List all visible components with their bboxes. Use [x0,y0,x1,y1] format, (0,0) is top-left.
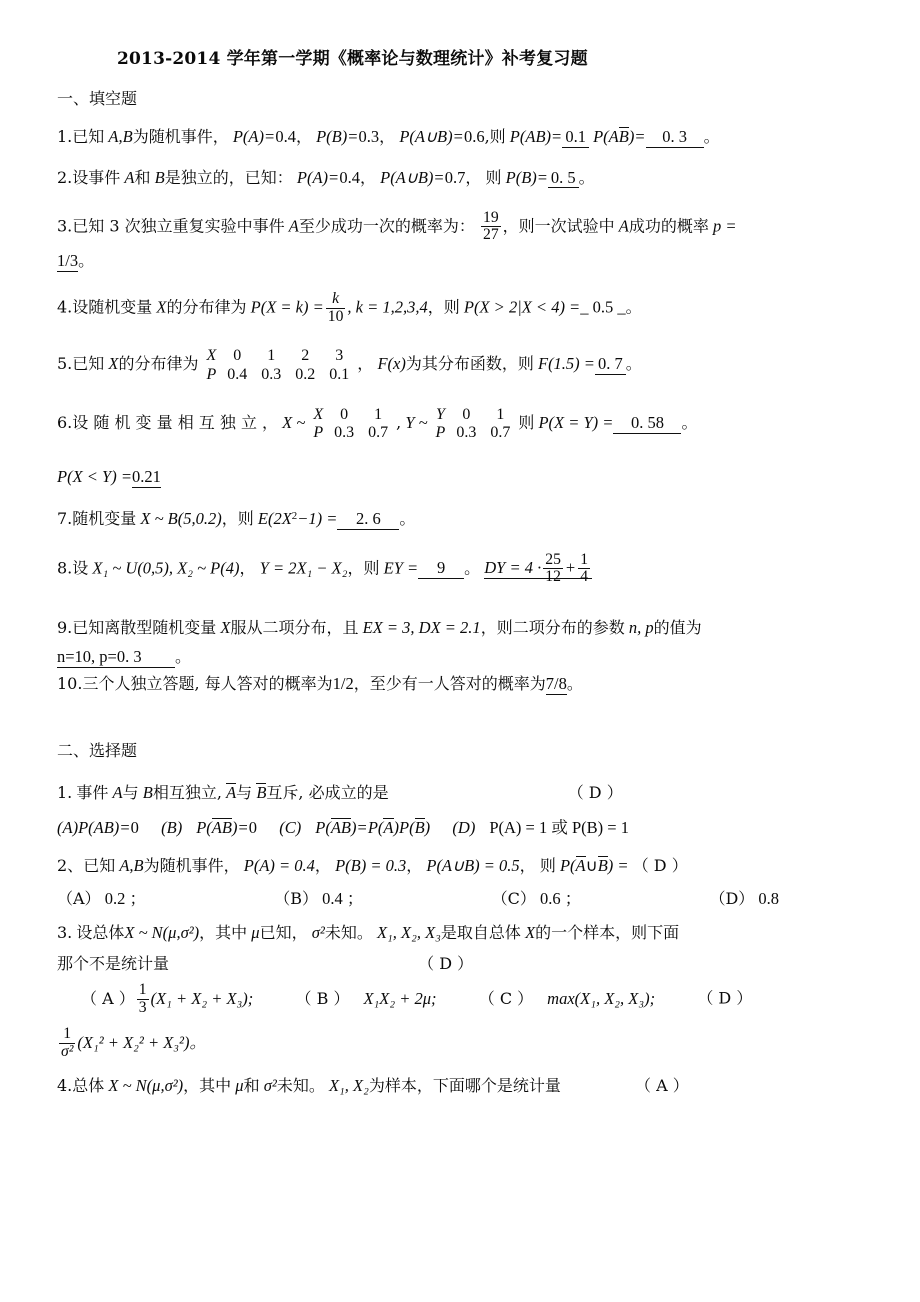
mc3-option-d-tag: （ D ） [697,988,753,1008]
q5-x-0: 0 [233,347,242,365]
mc1-bar-b: B [256,783,267,803]
q6-period: 。 [681,413,698,433]
q4-text2: 的分布律为 [166,297,247,317]
mc1-option-d[interactable] [452,818,629,837]
q8-text1: 设 [72,558,89,578]
mc4-stem-4: 未知。 [276,1076,325,1096]
q8-dy-fraction-2 [578,552,590,586]
q10-period: 。 [566,673,583,693]
question-fill-5 [57,347,863,384]
question-fill-8 [57,552,863,586]
question-fill-2: 2.设事件 A和 B是独立的，已知： P(A)=0.4， P(A∪B)=0.7， 则 P(B)= 0. 5 。 [57,167,595,187]
q3-text3: ，则一次试验中 [502,216,615,236]
q1-connector: 则 [489,127,506,146]
mc3-stem-d: 未知。 [324,923,373,943]
q1-number: 1. [57,127,73,146]
q10-answer[interactable]: 7/8 [545,673,567,693]
q5-fx: F(x) [377,354,406,374]
mc2-option-a-tag: （A） [57,888,101,908]
q4-number: 4. [57,297,73,317]
q6-x-val-1: 1 [374,406,383,424]
q7-answer[interactable]: 2. 6 [337,511,399,530]
table-row [200,366,357,384]
table-row [200,347,357,365]
q1-lead: 已知 [72,127,105,146]
q6-ask: P(X = Y) = [538,413,614,433]
q10-text1: 三个人独立答题, 每人答对的概率为 [82,673,333,693]
q5-p-0: 0.4 [227,365,248,383]
q2-text2: 和 [134,167,151,187]
mc3-stem-b: ，其中 [199,923,248,943]
q9-answer[interactable]: n=10, p=0. 3 [57,649,175,668]
mc3-stem-a: 设总体 [76,923,125,943]
mc4-stem-1: 总体 [72,1076,105,1096]
q4-frac-den: 10 [327,307,344,325]
q1-vars: A,B [108,127,133,146]
mc3-option-d-body: (X₁² + X₂² + X₃²)。 [77,1032,206,1052]
q9-text3: ，则二项分布的参数 [480,617,625,637]
q5-var-x: X [108,354,119,374]
question-choice-3 [57,925,863,1060]
q2-text1: 设事件 [72,167,121,187]
q5-p-3: 0.1 [329,365,350,383]
mc4-stem-2: ，其中 [183,1076,232,1096]
mc2-stem-1: 已知 [83,856,116,876]
mc4-samples: X₁, X₂ [328,1076,369,1096]
q3-text2: 至少成功一次的概率为： [298,216,475,236]
mc4-mu: μ [235,1076,244,1096]
q7-number: 7. [57,509,73,529]
q8-dy-frac2-den: 4 [580,568,589,586]
q8-dy-fraction-1 [543,552,563,586]
question-fill-1: 1.已知 A,B为随机事件， P(A)=0.4， P(B)=0.3， P(A∪B)=0.6,则 P(AB)= 0.1 P(AB)= 0. 3 。 [57,127,720,146]
q6-x-row-label: X [313,406,324,424]
mc2-answer: （ D ） [632,856,688,876]
mc1-stem-1: 事件 [76,783,109,803]
q1-ask2-suffix: ) [628,127,635,146]
mc3-sigma2: σ² [311,923,325,943]
q3-text1: 已知 3 次独立重复实验中事件 [72,216,285,236]
mc2-option-d[interactable] [709,889,779,908]
q9-var-x: X [220,617,231,637]
mc3-option-c-body: max(X₁, X₂, X₃); [547,988,656,1008]
mc2-ask-bar-a: A [575,856,586,876]
q3-frac-num: 19 [482,209,499,226]
q4-ask: P(X > 2|X < 4) = [463,297,581,317]
q1-given1-lhs: P(A) [232,127,264,146]
q4-period: 。 [625,297,642,317]
mc3-answer: （ D ） [418,953,474,973]
mc2-number: 2、 [57,856,84,876]
q8-text2: ，则 [347,558,380,578]
mc3-option-b-tag: （ B ） [295,988,350,1008]
q1-given2-val: 0.3 [358,127,380,146]
mc2-option-b-text: 0.4 ； [322,888,364,908]
mc2-ask-bar-b: B [597,856,608,876]
q8-dy-frac1-num: 25 [545,550,561,568]
q1-answer-2[interactable]: 0. 3 [646,129,704,148]
mc3-samples: X₁, X₂, X₃ [376,923,441,943]
q1-given3-lhs: P(A∪B) [399,127,453,146]
q5-row-label-x: X [206,347,217,365]
q6-y-p-1: 0.7 [490,424,511,442]
q2-number: 2. [57,167,73,187]
table-row [429,424,518,442]
q1-answer-1[interactable]: 0.1 [562,129,589,148]
question-fill-3 [57,210,863,269]
mc1-var-b: B [142,783,153,803]
q6-y-row-label: Y [435,406,445,424]
q6-y-prow-label: P [435,424,446,442]
q9-period: 。 [175,647,192,667]
document-body [57,44,863,1117]
q7-dist: X ~ B(5,0.2) [140,509,222,529]
q6-y-p-0: 0.3 [456,424,477,442]
mc2-option-b[interactable] [274,889,363,908]
q4-answer[interactable]: _ 0.5 _ [580,297,626,317]
mc4-stem-3: 和 [243,1076,260,1096]
q1-text-after: 为随机事件， [132,127,229,146]
mc4-dist: X ~ N(μ,σ²) [108,1076,184,1096]
q9-text4: 的值为 [653,617,702,637]
mc1-option-b-tag: (B) [161,817,183,837]
q2-connector: 则 [485,167,502,187]
q1-given1-val: 0.4 [275,127,296,146]
q5-x-1: 1 [267,347,276,365]
q6-distribution-table-x [306,406,395,443]
q1-given2-lhs: P(B) [316,127,348,146]
q6-comma: , [396,413,402,433]
q1-ask2-prefix: P(A [593,127,619,146]
mc2-option-d-text: 0.8 [758,888,780,908]
q7-ask-prefix: E(2X [257,509,292,529]
mc2-option-c-text: 0.6 ； [539,888,582,908]
q5-answer[interactable]: 0. 7 [595,356,626,375]
question-choice-1 [57,783,863,836]
q2-given2-val: 0.7 [444,167,466,187]
mc1-var-a: A [112,783,123,803]
q9-number: 9. [57,617,73,637]
q3-frac-den: 27 [482,226,499,244]
section-heading-multiple-choice: 二、选择题 [57,741,138,761]
q8-period: 。 [464,558,481,578]
mc3-option-a-body: (X₁ + X₂ + X₃); [150,988,254,1008]
table-row [306,406,395,424]
q6-var-x-tilde: X ~ [282,413,306,433]
mc2-connector: 则 [539,856,556,876]
q8-dy-frac2-num: 1 [580,550,589,568]
question-choice-4 [57,1078,863,1095]
q2-var-b: B [154,167,165,187]
mc2-option-d-tag: （D） [709,888,755,908]
mc3-option-d-frac-den: σ² [61,1042,74,1060]
mc3-option-a-fraction [137,982,149,1016]
q5-period: 。 [625,354,642,374]
q4-pmf-range: , k = 1,2,3,4 [347,297,428,317]
mc2-given-1: P(A) = 0.4 [243,856,315,876]
q6-x-p-1: 0.7 [368,424,389,442]
mc1-options [57,818,863,837]
mc2-ask-prefix: P( [559,856,576,876]
q2-given2-lhs: P(A∪B) [380,167,434,187]
mc1-option-d-tag: (D) [452,817,476,837]
q5-text1: 已知 [72,354,105,374]
q8-number: 8. [57,558,73,578]
q4-frac-num: k [332,290,340,308]
mc3-var-x: X [525,923,536,943]
section-heading-fill-in: 一、填空题 [57,89,138,108]
q4-text1: 设随机变量 [72,297,153,317]
question-fill-4 [57,291,863,325]
q8-dist1: X₁ ~ U(0,5), X₂ ~ P(4) [92,558,240,578]
q8-def-y: Y = 2X₁ − X₂ [259,558,348,578]
q6-y-val-0: 0 [462,406,471,424]
mc3-option-c-tag: （ C ） [478,988,534,1008]
mc3-mu: μ [251,923,260,943]
q2-text3: 是独立的，已知： [164,167,293,187]
q3-ask: p = [713,216,737,236]
mc1-option-b[interactable]: (B) P(AB)=0 [161,817,258,837]
mc1-option-c[interactable]: (C) P(AB)=P(A)P(B) [279,817,431,837]
mc3-stem-f: 的一个样本，则下面 [535,923,680,943]
mc4-sigma2: σ² [263,1076,277,1096]
q6-connector: 则 [518,413,535,433]
q4-pmf-lhs: P(X = k) = [250,297,324,317]
mc1-option-c-tag: (C) [279,817,302,837]
question-fill-10 [57,673,863,693]
mc2-vars: A,B [119,856,144,876]
q2-given1-lhs: P(A) [296,167,329,187]
q2-period: 。 [578,167,595,187]
q9-params: n, p [628,617,654,637]
q4-fraction [326,291,346,325]
q6-x-p-0: 0.3 [334,424,355,442]
q3-var-a2: A [618,216,629,236]
q4-text3: ，则 [427,297,460,317]
q8-ask: EY = [383,558,419,578]
mc1-stem-3: 相互独立, [152,783,222,803]
mc3-option-b[interactable] [296,989,437,1008]
q8-dy-frac1-den: 12 [545,568,561,586]
q6-answer[interactable]: 0. 58 [613,415,681,434]
table-row [306,424,395,442]
q5-x-3: 3 [335,347,344,365]
q2-ask: P(B)= [505,167,548,187]
q9-given: EX = 3, DX = 2.1 [362,617,481,637]
mc3-option-a-tag: （ A ） [81,988,135,1008]
mc3-options-row2 [57,1026,863,1060]
mc3-option-c[interactable] [479,989,655,1008]
q5-row-label-p: P [206,365,217,383]
q6-var-y-tilde: Y ~ [405,413,428,433]
q7-text2: ，则 [221,509,254,529]
q6-text1: 设 随 机 变 量 相 互 独 立 ， [72,413,279,433]
q9-text1: 已知离散型随机变量 [72,617,217,637]
q5-p-1: 0.3 [261,365,282,383]
mc2-ask-suffix: ) = [607,856,629,876]
mc4-stem-5: 为样本，下面哪个是统计量 [368,1076,561,1096]
page-title: 2013-2014 学年第一学期《概率论与数理统计》补考复习题 [117,49,588,69]
q6-line2-ask: P(X < Y) = [57,466,132,486]
question-fill-9 [57,617,863,668]
q10-number: 10. [57,673,83,693]
q7-ask-sup: 2 [291,510,298,523]
q6-x-val-0: 0 [340,406,349,424]
mc2-given-3: P(A∪B) = 0.5 [426,856,520,876]
q8-dy-lhs: DY = 4 · [484,558,542,578]
mc2-option-c[interactable] [492,889,582,908]
q5-distribution-table [200,347,357,384]
q9-text2: 服从二项分布，且 [230,617,359,637]
mc3-option-b-body: X₁X₂ + 2μ; [363,988,437,1008]
q5-text3: ， [357,354,374,374]
q3-fraction [481,210,501,244]
table-row [429,406,518,424]
q7-text1: 随机变量 [72,509,137,529]
q3-period: 。 [78,250,95,270]
mc2-option-b-tag: （B） [274,888,318,908]
q7-period: 。 [399,509,416,529]
q3-number: 3. [57,216,73,236]
q6-line2-answer[interactable]: 0.21 [131,466,161,486]
mc3-option-d-body-wrap[interactable] [57,1025,206,1060]
q7-ask-suffix: −1) = [297,509,338,529]
mc4-number: 4. [57,1076,73,1096]
mc2-option-c-tag: （C） [491,888,536,908]
mc3-option-a-frac-den: 3 [138,998,147,1016]
q5-number: 5. [57,354,73,374]
q8-comma: ， [239,558,256,578]
mc1-option-d-text: P(A) = 1 或 P(B) = 1 [489,817,629,837]
question-choice-2: 2、已知 A,B为随机事件， P(A) = 0.4， P(B) = 0.3， P(A∪B) = 0.5， 则 P(A∪B) = （ D ） （A） 0.2 ； （B） 0.4 ； （C） 0.6 ； （D） 0.8 [57,856,863,907]
q10-prob: 1/2 [332,673,354,693]
q8-dy-plus: + [565,558,576,578]
q6-number: 6. [57,413,73,433]
q10-text2: ，至少有一人答对的概率为 [353,673,546,693]
mc3-stem-dist: X ~ N(μ,σ²) [124,923,200,943]
mc1-number: 1. [57,783,73,803]
mc2-options [57,888,863,908]
q2-var-a: A [124,167,135,187]
q1-given3-val: 0.6 [463,127,485,146]
mc1-answer: （ D ） [567,783,623,803]
q1-ask1: P(AB) [509,127,552,146]
mc1-stem-2: 与 [122,783,139,803]
mc3-options-row1 [57,982,863,1016]
q2-answer[interactable]: 0. 5 [548,170,579,189]
mc3-stem-c: 已知， [259,923,308,943]
mc3-option-a[interactable] [81,981,254,1016]
mc3-option-d-frac-num: 1 [63,1025,72,1043]
mc2-given-2: P(B) = 0.3 [335,856,407,876]
mc3-stem-line2: 那个不是统计量 [57,953,170,973]
mc1-option-a[interactable]: (A)P(AB)=0 [57,817,139,837]
mc1-stem-4: 与 [236,783,253,803]
q5-x-2: 2 [301,347,310,365]
q1-period: 。 [703,127,720,146]
mc2-stem-2: 为随机事件， [143,856,240,876]
mc1-option-a-tag: (A) [57,817,79,837]
mc3-option-d-tag-wrap[interactable] [697,989,752,1008]
mc3-option-a-frac-num: 1 [138,981,147,999]
q6-y-val-1: 1 [496,406,505,424]
q3-answer[interactable]: 1/3 [57,250,79,270]
question-fill-7 [57,511,863,530]
q6-distribution-table-y [429,406,518,443]
q5-p-2: 0.2 [295,365,316,383]
q1-ask2-bar: B [618,127,629,146]
q8-answer[interactable]: 9 [418,560,464,579]
mc2-option-a-text: 0.2 ； [104,888,146,908]
mc1-stem-5: 互斥, 必成立的是 [266,783,389,803]
q8-dy-expression[interactable] [484,550,592,586]
mc3-option-d-fraction [59,1026,75,1060]
q5-text2: 的分布律为 [118,354,199,374]
q5-text4: 为其分布函数，则 [405,354,534,374]
mc2-option-a[interactable] [57,889,146,908]
q5-ask: F(1.5) = [537,354,595,374]
mc3-number: 3. [57,923,73,943]
question-fill-6 [57,406,863,485]
q2-given1-val: 0.4 [339,167,360,187]
mc1-bar-a: A [226,783,237,803]
q3-var-a: A [288,216,299,236]
q6-x-prow-label: P [313,424,324,442]
mc2-ask-mid: ∪ [585,856,598,876]
q3-text4: 成功的概率 [628,216,709,236]
q4-var-x: X [156,297,167,317]
mc3-stem-e: 是取自总体 [440,923,521,943]
mc4-answer: （ A ） [635,1076,689,1096]
